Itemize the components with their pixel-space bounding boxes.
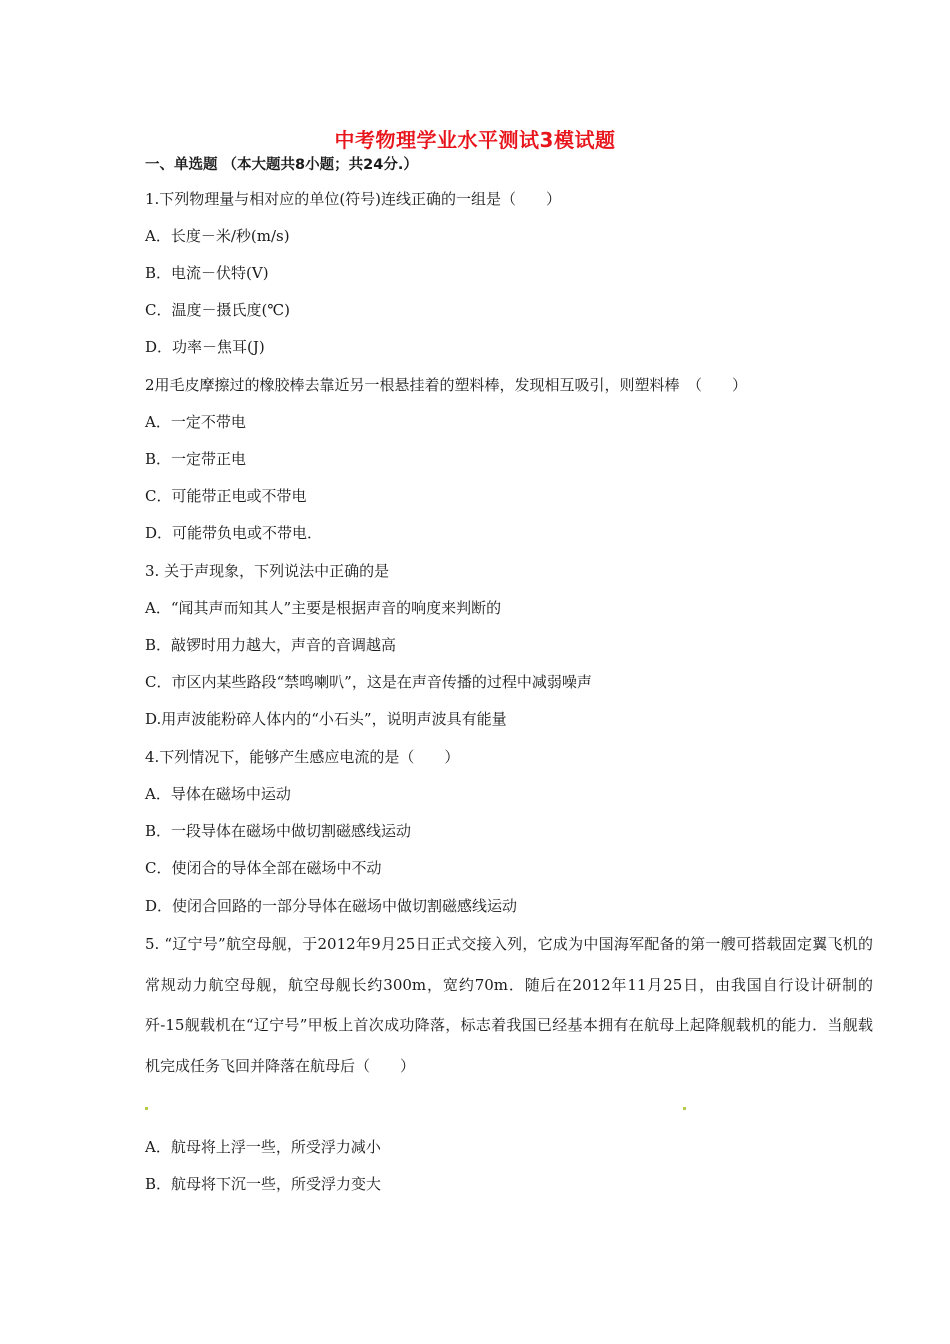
question-4-option-c: C．使闭合的导体全部在磁场中不动 — [145, 859, 382, 877]
question-5-option-b: B．航母将下沉一些，所受浮力变大 — [145, 1175, 382, 1193]
question-4-stem: 4.下列情况下，能够产生感应电流的是（ ） — [145, 748, 460, 766]
question-3-option-b: B．敲锣时用力越大，声音的音调越高 — [145, 636, 397, 654]
section-heading: 一、单选题 （本大题共8小题；共24分.） — [145, 157, 418, 173]
question-1-option-b: B．电流－伏特(V) — [145, 264, 269, 282]
question-1-option-a: A．长度－米/秒(m/s) — [145, 227, 290, 245]
question-2-option-a: A．一定不带电 — [145, 413, 246, 431]
question-4-option-a: A．导体在磁场中运动 — [145, 785, 291, 803]
question-2-stem: 2用毛皮摩擦过的橡胶棒去靠近另一根悬挂着的塑料棒，发现相互吸引，则塑料棒 （ ） — [145, 376, 748, 394]
question-2-option-d: D．可能带负电或不带电． — [145, 524, 323, 542]
question-3-option-a: A．“闻其声而知其人”主要是根据声音的响度来判断的 — [145, 599, 502, 617]
question-5-stem: 5. “辽宁号”航空母舰，于2012年9月25日正式交接入列，它成为中国海军配备的第一艘可搭载固定翼飞机的常规动力航空母舰，航空母舰长约300m，宽约70m．随后在2012年11月25日，由我国自行设计研制的歼-15舰载机在“辽宁号”甲板上首次成功降落，标志着我国已经基本拥有在航母上起降舰载机的能力．当舰载机完成任务飞回并降落在航母后（ ） — [145, 935, 873, 1075]
question-3-option-d: D.用声波能粉碎人体内的“小石头”，说明声波具有能量 — [145, 710, 507, 728]
question-1-option-c: C．温度－摄氏度(℃) — [145, 301, 290, 319]
scan-speck — [145, 1107, 148, 1110]
question-5-option-a: A．航母将上浮一些，所受浮力减小 — [145, 1138, 381, 1156]
question-4-option-d: D．使闭合回路的一部分导体在磁场中做切割磁感线运动 — [145, 897, 518, 915]
question-2-option-b: B．一定带正电 — [145, 450, 247, 468]
question-1-option-d: D．功率－焦耳(J) — [145, 338, 265, 356]
question-2-option-c: C．可能带正电或不带电 — [145, 487, 307, 505]
question-4-option-b: B．一段导体在磁场中做切割磁感线运动 — [145, 822, 412, 840]
page-title: 中考物理学业水平测试3模试题 — [334, 128, 616, 152]
scan-speck — [683, 1107, 686, 1110]
question-1-stem: 1.下列物理量与相对应的单位(符号)连线正确的一组是（ ） — [145, 190, 562, 208]
question-3-stem: 3. 关于声现象，下列说法中正确的是 — [145, 562, 390, 580]
question-3-option-c: C．市区内某些路段“禁鸣喇叭”，这是在声音传播的过程中减弱噪声 — [145, 673, 592, 691]
